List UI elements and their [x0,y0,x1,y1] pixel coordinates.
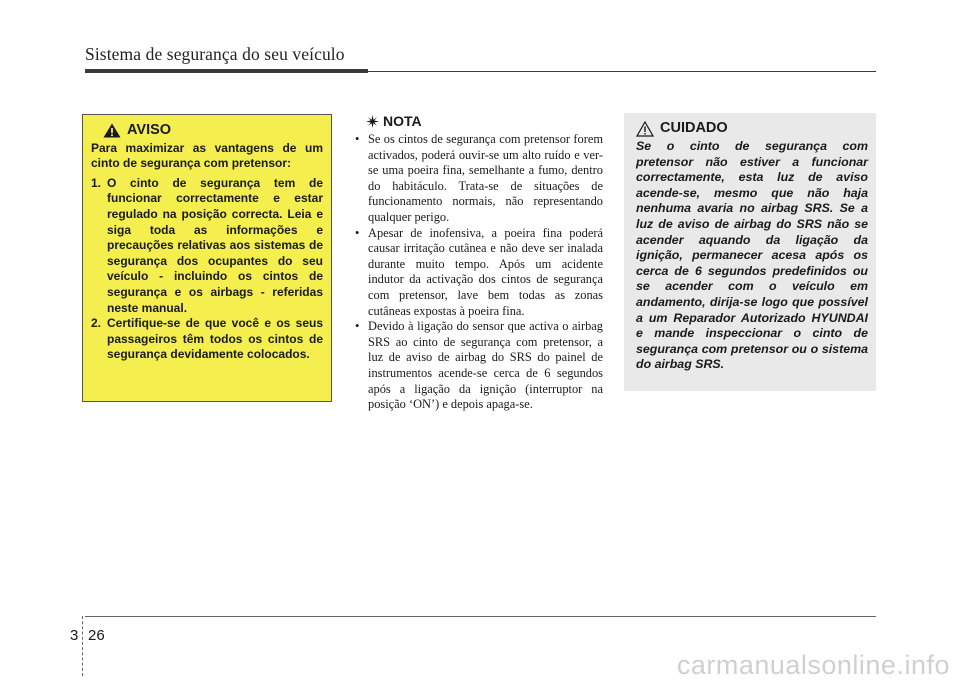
nota-bullet: • [355,225,360,240]
cuidado-title: CUIDADO [660,120,728,137]
page-number: 26 [88,627,105,644]
nota-item-text: Devido à ligação do sensor que activa o airbag SRS ao cinto de segurança com pretensor, a luz de aviso de airbag do SRS do painel de instrumentos acende-se cerca de 6 segundos após a ligação da ignição (interruptor na posição ‘ON’) e depois apaga-se. [368,319,603,412]
warning-triangle-icon [103,123,121,138]
cuidado-heading [636,121,868,137]
footer-vertical-rule [82,616,83,676]
aviso-warning-box [82,114,332,402]
nota-title: NOTA [383,113,422,129]
cuidado-caution-box [624,113,876,391]
nota-bullet: • [355,132,360,146]
aviso-item-text: O cinto de segurança tem de funcionar correctamente e estar regulado na posição correcta. Leia e siga toda as informações e precauções relativas aos sistemas de segurança dos ocupantes do seu veículo - incluindo os cintos de segurança e os airbags - referidas neste manual. [107,175,323,315]
star-cross-icon [366,115,379,128]
caution-triangle-icon [636,121,654,137]
nota-item [355,132,603,226]
aviso-intro: Para maximizar as vantagens de um cinto de segurança com pretensor: [91,140,323,171]
nota-item [355,319,603,413]
header-rule-thick [85,69,368,73]
cuidado-text: Se o cinto de segurança com pretensor não estiver a funcionar correctamente, esta luz de aviso acende-se, mesmo que não haja nenhuma avaria no airbag SRS. Se a luz de aviso de airbag do SRS não se acender aquando da ligação da ignição, permanecer acesa após os cerca de 6 segundos predefinidos ou se acender com o veículo em andamento, dirija-se logo que possível a um Reparador Autorizado HYUNDAI e mande inspeccionar o cinto de segurança com pretensor ou o sistema do airbag SRS. [636,139,868,372]
chapter-number: 3 [70,627,79,644]
nota-item-text: Apesar de inofensiva, a poeira fina poderá causar irritação cutânea e não deve ser inalada durante muito tempo. Após um acidente indutor da activação dos cintos de segurança com pretensor, lave bem todas as zonas cutâneas expostas à poeira fina. [368,225,603,318]
aviso-title: AVISO [127,122,172,138]
aviso-item-text: Certifique-se de que você e os seus passageiros têm todos os cintos de segurança devidamente colocados. [107,316,323,362]
nota-bullet: • [355,319,360,334]
watermark: carmanualsonline.info [676,650,950,680]
aviso-item-number: 1. [91,175,102,190]
footer-rule [85,616,876,617]
nota-section [355,113,603,413]
aviso-item [91,316,323,363]
nota-list [355,132,603,413]
aviso-heading [103,123,323,139]
header-rule-thin [368,71,876,72]
page-header-title: Sistema de segurança do seu veículo [85,44,345,64]
aviso-item [91,176,323,316]
nota-item [355,226,603,320]
nota-heading [366,113,603,129]
aviso-list [91,176,323,363]
aviso-item-number: 2. [91,316,102,331]
nota-item-text: Se os cintos de segurança com pretensor forem activados, poderá ouvir-se um alto ruído e ver-se uma poeira fina, semelhante a fumo, dentro do habitáculo. Trata-se de situações de funcionamento normais, não representando qualquer perigo. [368,132,603,224]
